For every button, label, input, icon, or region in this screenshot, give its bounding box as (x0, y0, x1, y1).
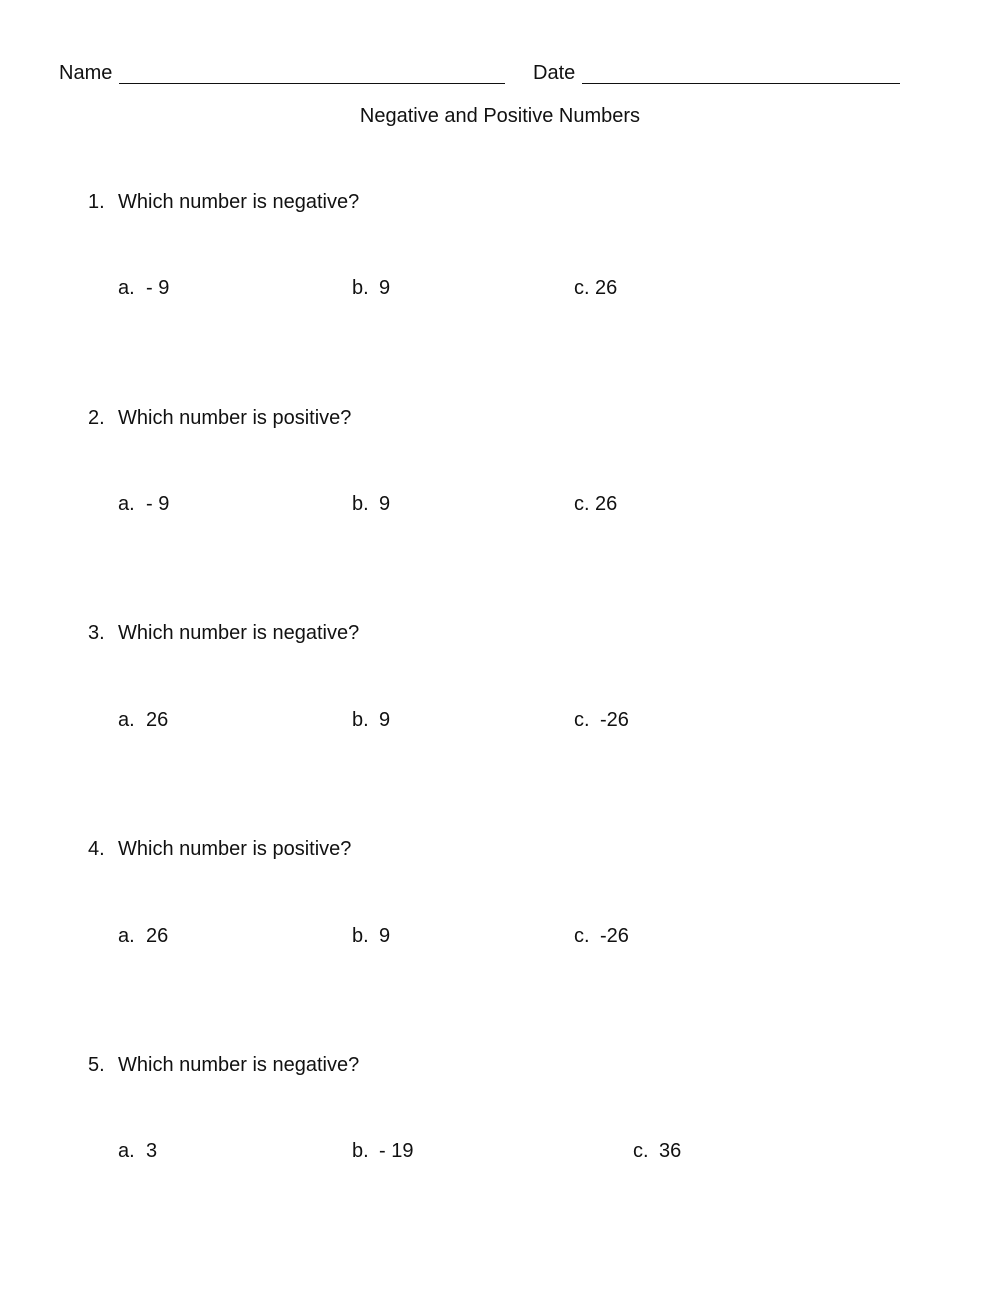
option-letter: c. (574, 709, 590, 731)
option-letter: b. (352, 709, 369, 731)
name-field[interactable] (119, 83, 505, 84)
option-letter: b. (352, 277, 369, 299)
option-letter: a. (118, 925, 135, 947)
name-label: Name (59, 62, 113, 84)
option-letter: c. (574, 925, 590, 947)
date-field[interactable] (582, 83, 900, 84)
option-value: -26 (600, 709, 629, 731)
option-letter: b. (352, 1140, 369, 1162)
option-letter: b. (352, 493, 369, 515)
option-value: - 19 (379, 1140, 414, 1162)
date-label: Date (533, 62, 576, 84)
page-title: Negative and Positive Numbers (359, 105, 641, 127)
option-value: 36 (659, 1140, 682, 1162)
question-text: Which number is negative? (118, 622, 360, 644)
question-number: 1. (88, 191, 105, 213)
option-value: 9 (379, 925, 391, 947)
option-value: 9 (379, 709, 391, 731)
option-value: 26 (146, 709, 169, 731)
question-number: 4. (88, 838, 105, 860)
option-letter: c. (574, 277, 590, 299)
option-value: 26 (595, 277, 618, 299)
option-letter: a. (118, 493, 135, 515)
option-letter: c. (574, 493, 590, 515)
question-number: 2. (88, 407, 105, 429)
option-value: 9 (379, 493, 391, 515)
question-text: Which number is negative? (118, 1054, 360, 1076)
option-letter: c. (633, 1140, 649, 1162)
option-letter: a. (118, 1140, 135, 1162)
question-number: 3. (88, 622, 105, 644)
option-value: 9 (379, 277, 391, 299)
question-text: Which number is positive? (118, 407, 352, 429)
question-text: Which number is negative? (118, 191, 360, 213)
question-text: Which number is positive? (118, 838, 352, 860)
option-letter: b. (352, 925, 369, 947)
option-letter: a. (118, 709, 135, 731)
option-value: - 9 (146, 277, 170, 299)
option-value: 26 (595, 493, 618, 515)
option-value: -26 (600, 925, 629, 947)
option-letter: a. (118, 277, 135, 299)
question-number: 5. (88, 1054, 105, 1076)
option-value: 3 (146, 1140, 158, 1162)
option-value: 26 (146, 925, 169, 947)
option-value: - 9 (146, 493, 170, 515)
